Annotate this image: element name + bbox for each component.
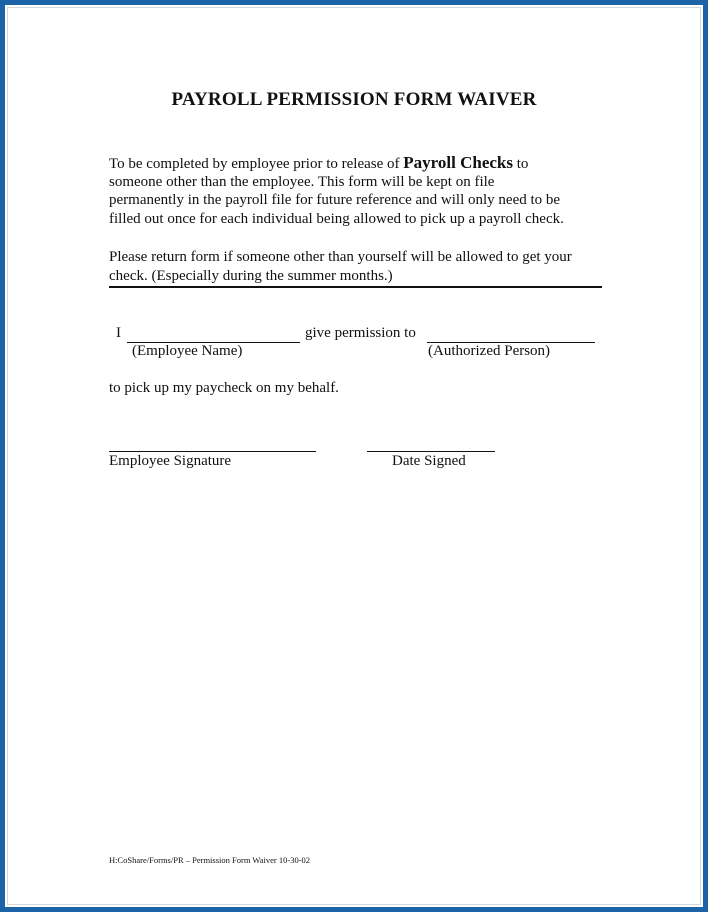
section-divider — [109, 286, 602, 288]
form-title: PAYROLL PERMISSION FORM WAIVER — [171, 89, 537, 110]
intro-line-1-end: to — [512, 156, 529, 172]
notice-line-1: Please return form if someone other than yourself will be allowed to get your — [109, 249, 572, 265]
intro-line-2: someone other than the employee. This form will be kept on file — [109, 173, 495, 190]
intro-line-1-text: To be completed by employee prior to release of — [109, 156, 404, 172]
notice-paragraph — [109, 248, 572, 285]
intro-line-4: filled out once for each individual being allowed to pick up a payroll check. — [109, 210, 564, 227]
authorized-person-label: (Authorized Person) — [428, 343, 551, 359]
intro-line-1 — [109, 154, 564, 173]
payroll-checks-emphasis: Payroll Checks — [403, 153, 513, 172]
employee-name-label: (Employee Name) — [132, 343, 243, 359]
employee-signature-field[interactable] — [109, 451, 316, 452]
permission-prefix: I — [116, 325, 121, 341]
footer-file-path: H:CoShare/Forms/PR – Permission Form Waiver 10-30-02 — [109, 855, 311, 865]
permission-text: give permission to — [305, 325, 416, 341]
employee-signature-label: Employee Signature — [109, 453, 232, 469]
behalf-text: to pick up my paycheck on my behalf. — [109, 380, 339, 396]
intro-paragraph — [109, 154, 564, 228]
date-signed-field[interactable] — [367, 451, 495, 452]
date-signed-label: Date Signed — [392, 453, 466, 469]
intro-line-3: permanently in the payroll file for future reference and will only need to be — [109, 192, 561, 208]
notice-line-2: check. (Especially during the summer months.) — [109, 267, 393, 284]
